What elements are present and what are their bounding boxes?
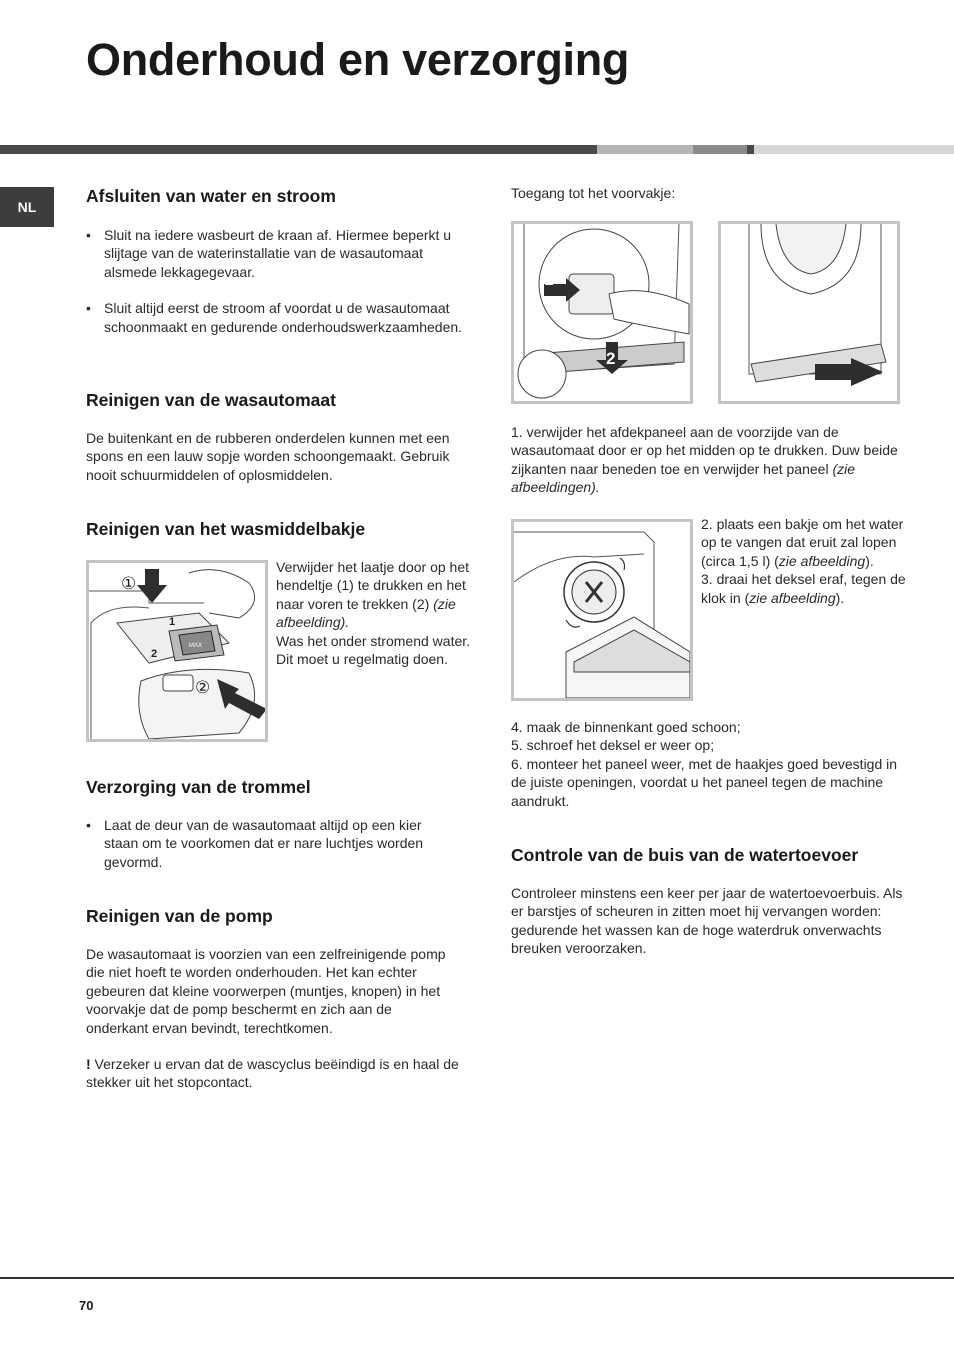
heading-hose-check: Controle van de buis van de watertoevoer xyxy=(511,845,859,865)
clean-drawer-text xyxy=(276,558,481,668)
steps-2-3-text xyxy=(701,515,906,607)
header-bar-mid2 xyxy=(693,145,747,154)
water-power-list xyxy=(86,226,466,336)
footer-divider xyxy=(0,1277,954,1279)
pump-warning xyxy=(86,1055,466,1092)
step4: 4. maak de binnenkant goed schoon; xyxy=(511,719,741,735)
figure-label-2: 2 xyxy=(151,648,158,660)
step1-text xyxy=(511,423,901,497)
page-title: Onderhoud en verzorging xyxy=(86,34,630,85)
header-bar-dark xyxy=(0,145,597,154)
header-bar-mid xyxy=(597,145,693,154)
clean-pump-text: De wasautomaat is voorzien van een zelfreinigende pomp die niet hoeft te worden onderhouden. Het kan echter gebeuren dat kleine voorwerpen (muntjes, knopen) in het voorvakje dat de pomp beschermt en zich aan de onderkant ervan bevindt, terechtkomen. xyxy=(86,946,446,1036)
step3-ref: zie afbeelding xyxy=(749,589,836,606)
step2-end: ). xyxy=(865,552,874,569)
warning-icon: ! xyxy=(86,1056,91,1072)
step6: 6. monteer het paneel weer, met de haakjes goed bevestigd in de juiste openingen, voordat u het paneel tegen de machine aandrukt. xyxy=(511,755,898,809)
hose-check-text: Controleer minstens een keer per jaar de watertoevoerbuis. Als er barstjes of scheuren in zitten moet hij vervangen worden: gedurende het wassen kan de hoge waterdruk onverwachts breuken veroorzaken. xyxy=(511,885,903,957)
clean-machine-text: De buitenkant en de rubberen onderdelen kunnen met een spons en een lauw sopje worden schoongemaakt. Gebruik nooit schuurmiddelen of oplosmiddelen. xyxy=(86,430,450,483)
header-bar-light xyxy=(754,145,954,154)
access-intro: Toegang tot het voorvakje: xyxy=(511,185,676,201)
circle-label-1: ① xyxy=(121,574,137,594)
panel-illustration-2 xyxy=(721,224,897,401)
figure-label-1: 1 xyxy=(544,270,554,289)
drum-care-list xyxy=(86,816,456,871)
step1-ref: (zie afbeeldingen). xyxy=(511,460,856,496)
pump-illustration xyxy=(514,522,690,698)
panel-illustration-1 xyxy=(514,224,690,401)
steps-4-6-text xyxy=(511,718,901,810)
list-item: • Sluit altijd eerst de stroom af voordat u de wasautomaat schoonmaakt en gedurende onderhoudswerkzaamheden. xyxy=(86,299,466,336)
max-label: MAX xyxy=(189,643,203,649)
page-number: 70 xyxy=(79,1298,94,1313)
drawer-text-a: Verwijder het laatje door op het hendeltje (1) te drukken en het naar voren te trekken (2) xyxy=(276,559,470,612)
drawer-text-b: Was het onder stromend water. Dit moet u regelmatig doen. xyxy=(276,632,471,668)
circle-label-2: ② xyxy=(195,678,211,698)
detergent-drawer-figure xyxy=(86,560,268,742)
step2-body: 2. plaats een bakje om het water op te vangen dat eruit zal lopen (circa 1,5 l) ( xyxy=(701,516,904,569)
heading-clean-machine: Reinigen van de wasautomaat xyxy=(86,390,336,410)
pump-cover-figure xyxy=(511,519,693,701)
step1-body: 1. verwijder het afdekpaneel aan de voorzijde van de wasautomaat door er op het midden op te drukken. Duw beide zijkanten naar beneden toe en verwijder het paneel xyxy=(511,424,898,477)
warning-text: Verzeker u ervan dat de wascyclus beëindigd is en haal de stekker uit het stopcontact. xyxy=(86,1056,459,1091)
step3-end: ). xyxy=(835,589,845,606)
heading-water-power: Afsluiten van water en stroom xyxy=(86,186,336,206)
panel-removal-figure-1 xyxy=(511,221,693,404)
figure-label-2: 2 xyxy=(606,349,616,368)
step2-ref: zie afbeelding xyxy=(778,552,866,569)
drawer-illustration xyxy=(89,563,265,739)
language-tab: NL xyxy=(0,187,54,227)
list-item: • Laat de deur van de wasautomaat altijd op een kier staan om te voorkomen dat er nare luchtjes worden gevormd. xyxy=(86,816,456,871)
figure-label-1: 1 xyxy=(169,616,176,628)
list-item: • Sluit na iedere wasbeurt de kraan af. Hiermee beperkt u slijtage van de waterinstallatie van de wasautomaat alsmede lekkagegevaar. xyxy=(86,226,466,281)
step3-body: 3. draai het deksel eraf, tegen de klok in ( xyxy=(701,571,906,606)
step5: 5. schroef het deksel er weer op; xyxy=(511,737,715,754)
heading-clean-drawer: Reinigen van het wasmiddelbakje xyxy=(86,519,366,539)
heading-clean-pump: Reinigen van de pomp xyxy=(86,906,273,926)
panel-removal-figure-2 xyxy=(718,221,900,404)
drawer-text-ref: (zie afbeelding). xyxy=(276,595,456,631)
header-bar-accent xyxy=(747,145,754,154)
heading-drum-care: Verzorging van de trommel xyxy=(86,777,311,797)
